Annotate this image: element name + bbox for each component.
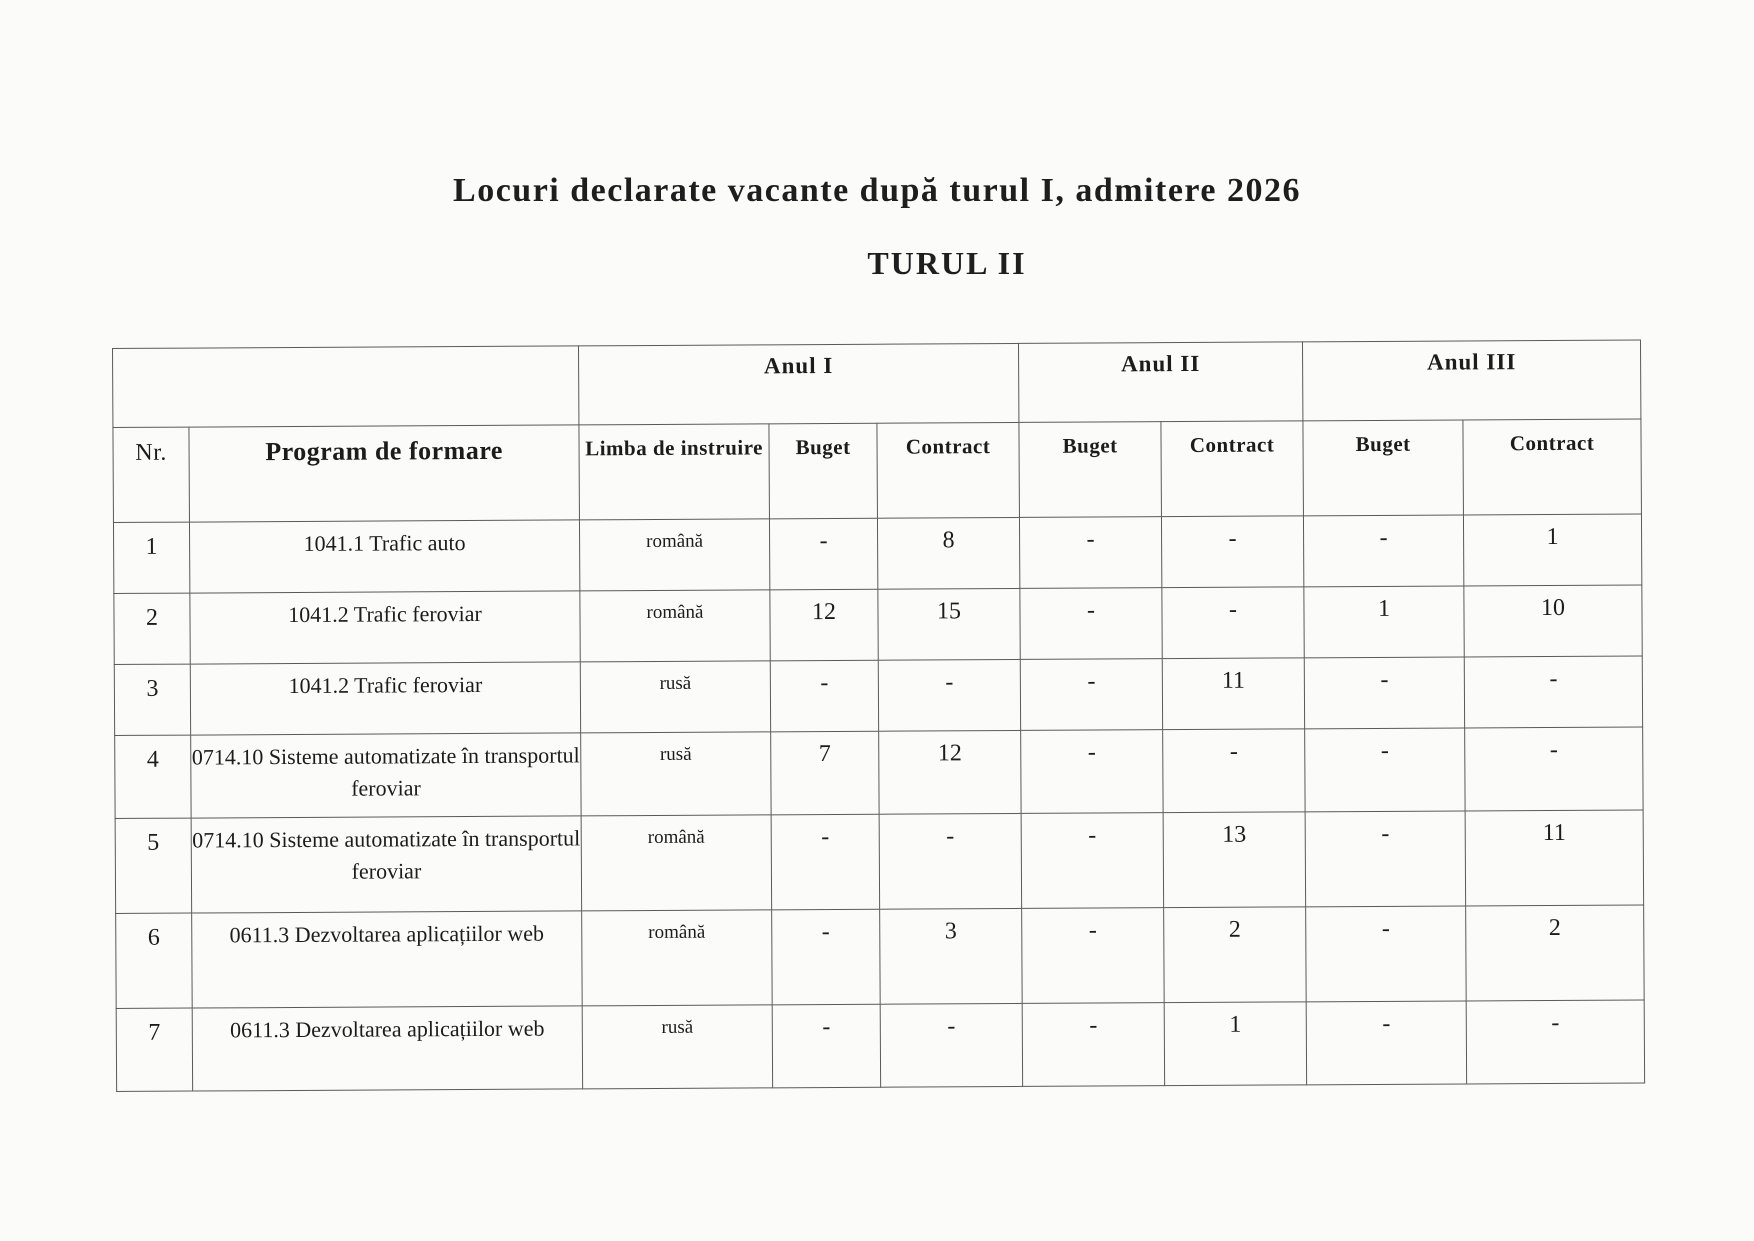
page-subtitle: TURUL II — [867, 245, 1027, 281]
row-y3-budget: - — [1304, 515, 1464, 587]
year-group-3: Anul III — [1303, 340, 1641, 421]
row-nr: 2 — [114, 593, 190, 664]
row-y2-budget: - — [1020, 659, 1162, 731]
row-program: 1041.1 Trafic auto — [189, 520, 579, 593]
row-y1-contract: 12 — [879, 730, 1021, 814]
row-y2-contract: - — [1161, 516, 1303, 588]
row-y1-budget: - — [769, 518, 877, 590]
row-y2-contract: 13 — [1163, 812, 1306, 908]
row-y3-contract: 11 — [1465, 810, 1644, 906]
year-group-2: Anul II — [1019, 342, 1303, 423]
table-row — [114, 656, 1642, 736]
row-language: rusă — [581, 732, 771, 816]
col-header-y1-contract: Contract — [877, 422, 1020, 518]
row-y3-contract: - — [1464, 656, 1642, 728]
row-y1-budget: - — [771, 814, 880, 910]
row-y1-budget: 7 — [771, 731, 879, 815]
row-y1-contract: - — [880, 1003, 1022, 1087]
row-program: 0714.10 Sisteme automatizate în transportul feroviar — [191, 733, 581, 818]
row-y2-budget: - — [1022, 908, 1165, 1004]
row-program: 0611.3 Dezvoltarea aplicațiilor web — [192, 911, 583, 1008]
row-y1-contract: - — [878, 659, 1020, 731]
row-y3-contract: 1 — [1464, 514, 1642, 586]
col-header-language: Limba de instruire — [579, 424, 770, 520]
row-y2-contract: 2 — [1164, 907, 1307, 1003]
row-language: română — [580, 590, 770, 662]
row-y3-budget: - — [1306, 1001, 1466, 1085]
row-nr: 4 — [115, 735, 191, 818]
blank-header-cell — [113, 346, 579, 428]
page-title: Locuri declarate vacante după turul I, admitere 2026 — [453, 172, 1301, 209]
col-header-y3-contract: Contract — [1463, 419, 1642, 515]
row-y1-budget: - — [772, 1004, 880, 1088]
row-language: română — [582, 910, 773, 1006]
row-language: română — [581, 815, 772, 911]
row-program: 0611.3 Dezvoltarea aplicațiilor web — [192, 1006, 582, 1091]
row-y3-contract: - — [1466, 1000, 1644, 1084]
row-y3-contract: 10 — [1464, 585, 1642, 657]
table-row — [115, 727, 1643, 819]
col-header-y3-budget: Buget — [1303, 420, 1464, 516]
row-y3-contract: - — [1465, 727, 1643, 811]
row-y2-contract: - — [1162, 587, 1304, 659]
row-y3-budget: - — [1304, 657, 1464, 729]
row-y3-budget: - — [1305, 811, 1466, 907]
table-row — [114, 585, 1642, 665]
row-y2-budget: - — [1020, 588, 1162, 660]
row-language: română — [579, 519, 769, 591]
row-y1-budget: - — [772, 909, 881, 1005]
year-group-row — [113, 340, 1641, 428]
vacancies-table — [112, 339, 1645, 1092]
row-nr: 6 — [116, 913, 193, 1008]
row-language: rusă — [580, 661, 770, 733]
row-y2-contract: - — [1163, 729, 1305, 813]
table-row — [113, 514, 1641, 594]
row-y1-contract: 15 — [878, 588, 1020, 660]
row-nr: 7 — [116, 1008, 192, 1091]
col-header-nr: Nr. — [113, 427, 190, 522]
row-y1-budget: - — [770, 660, 878, 732]
row-y2-budget: - — [1019, 517, 1161, 589]
table-row — [115, 810, 1644, 914]
row-y2-budget: - — [1021, 813, 1164, 909]
row-program: 1041.2 Trafic feroviar — [190, 662, 580, 735]
row-y2-budget: - — [1021, 730, 1163, 814]
row-y1-contract: 8 — [877, 517, 1019, 589]
row-y1-budget: 12 — [770, 589, 878, 661]
table-row — [116, 905, 1645, 1009]
row-y3-budget: - — [1305, 728, 1465, 812]
year-group-1: Anul I — [578, 343, 1018, 424]
row-y2-contract: 11 — [1162, 658, 1304, 730]
column-header-row — [113, 419, 1642, 523]
row-nr: 3 — [114, 664, 190, 735]
row-language: rusă — [582, 1005, 772, 1089]
row-y3-budget: - — [1306, 906, 1467, 1002]
row-y2-contract: 1 — [1164, 1002, 1306, 1086]
row-y3-contract: 2 — [1466, 905, 1645, 1001]
row-y3-budget: 1 — [1304, 586, 1464, 658]
row-nr: 1 — [113, 522, 189, 593]
table-container — [112, 339, 1645, 1092]
row-program: 1041.2 Trafic feroviar — [190, 591, 580, 664]
row-program: 0714.10 Sisteme automatizate în transportul feroviar — [191, 816, 582, 913]
row-y2-budget: - — [1022, 1003, 1164, 1087]
row-y1-contract: - — [879, 813, 1022, 909]
col-header-y2-contract: Contract — [1161, 421, 1304, 517]
col-header-program: Program de formare — [189, 425, 580, 522]
col-header-y2-budget: Buget — [1019, 422, 1162, 518]
table-row — [116, 1000, 1644, 1092]
col-header-y1-budget: Buget — [769, 423, 878, 519]
row-nr: 5 — [115, 818, 192, 913]
row-y1-contract: 3 — [880, 908, 1023, 1004]
